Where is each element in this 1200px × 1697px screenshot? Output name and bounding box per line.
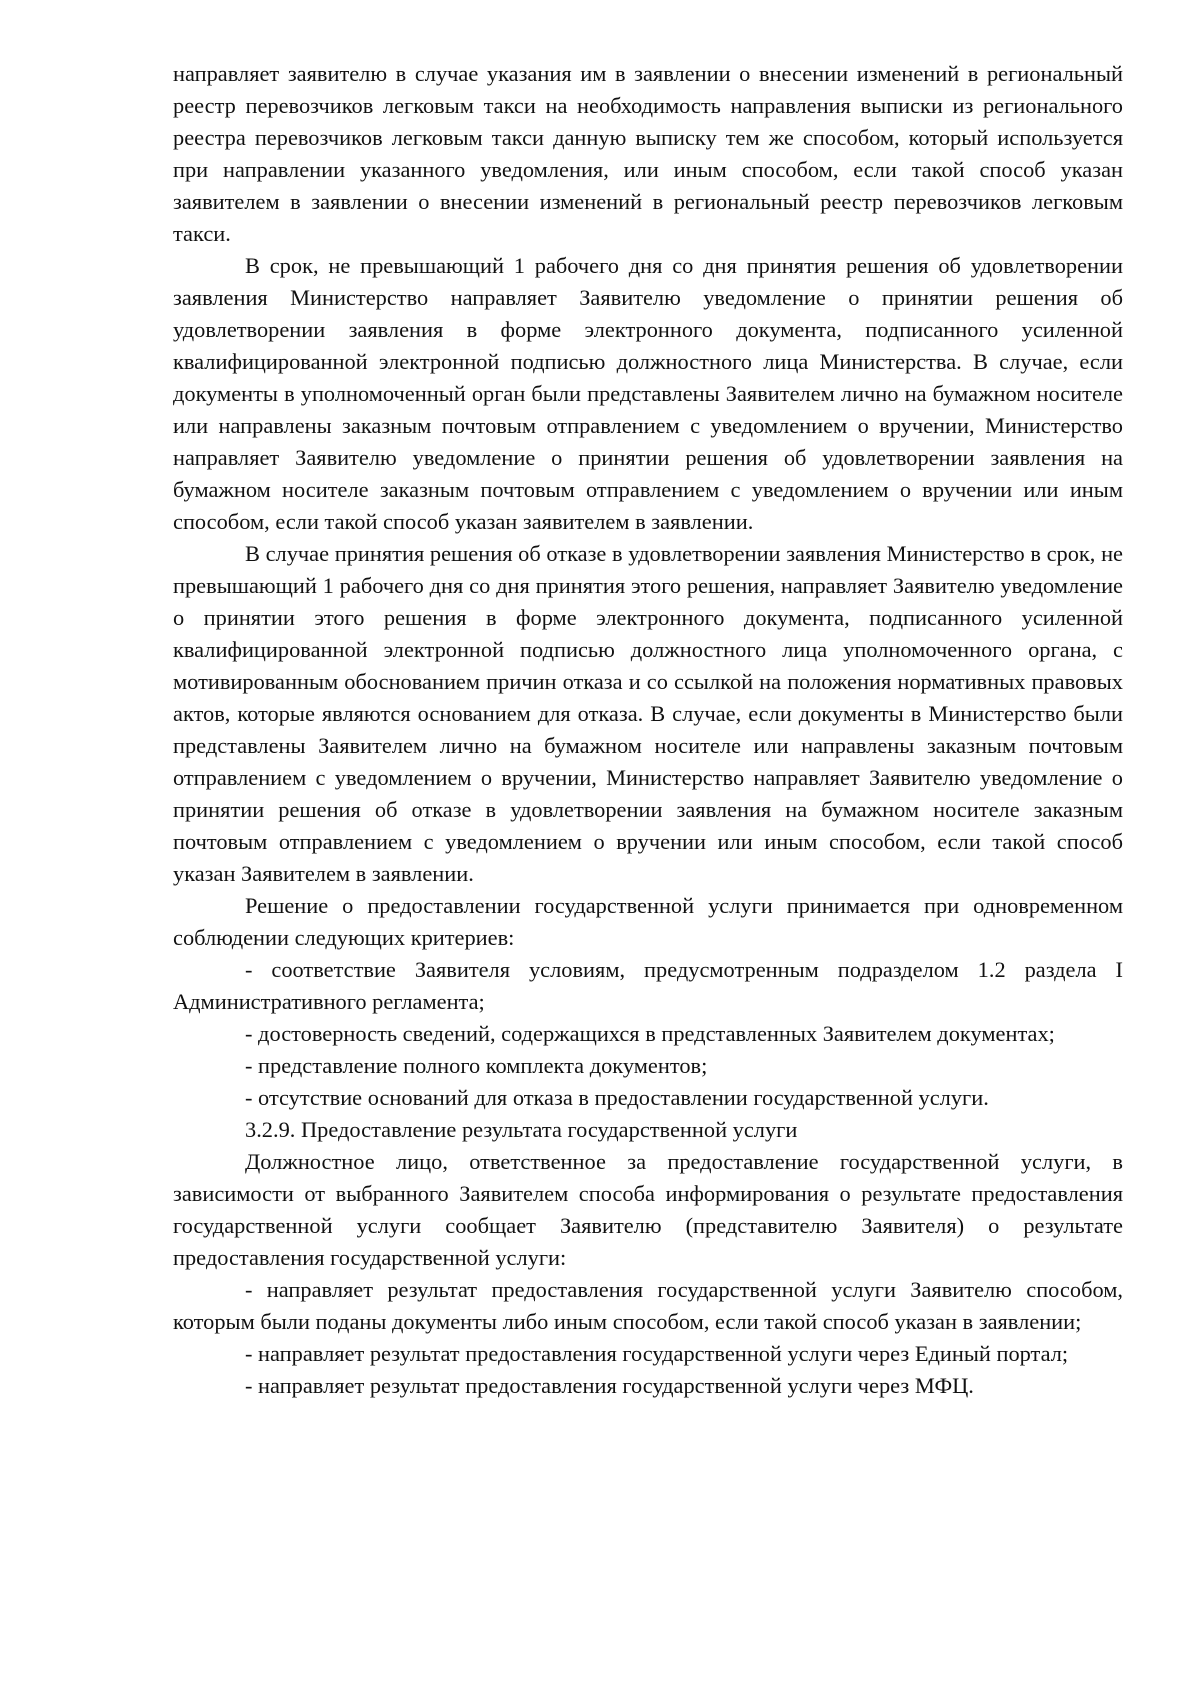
result-method-same-channel: - направляет результат предоставления государственной услуги Заявителю способом, которым были поданы документы либо иным способом, если такой способ указан в заявлении; [173,1277,1123,1334]
paragraph-approval-notice: В срок, не превышающий 1 рабочего дня со дня принятия решения об удовлетворении заявления Министерство направляет Заявителю уведомление о принятии решения об удовлетворении заявления в форме электронного документа, подписанного усиленной квалифицированной электронной подписью должностного лица Министерства. В случае, если документы в уполномоченный орган были представлены Заявителем лично на бумажном носителе или направлены заказным почтовым отправлением с уведомлением о вручении, Министерство направляет Заявителю уведомление о принятии решения об удовлетворении заявления на бумажном носителе заказным почтовым отправлением с уведомлением о вручении или иным способом, если такой способ указан заявителем в заявлении. [173,253,1123,534]
result-method-mfc: - направляет результат предоставления государственной услуги через МФЦ. [245,1373,974,1398]
criteria-item-completeness: - представление полного комплекта документов; [245,1053,708,1078]
document-body [173,58,1123,1402]
criteria-item-reliability: - достоверность сведений, содержащихся в представленных Заявителем документах; [245,1021,1055,1046]
section-heading-3-2-9: 3.2.9. Предоставление результата государственной услуги [245,1117,798,1142]
criteria-item-no-grounds-for-refusal: - отсутствие оснований для отказа в предоставлении государственной услуги. [245,1085,989,1110]
paragraph-refusal-notice: В случае принятия решения об отказе в удовлетворении заявления Министерство в срок, не превышающий 1 рабочего дня со дня принятия этого решения, направляет Заявителю уведомление о принятии этого решения в форме электронного документа, подписанного усиленной квалифицированной электронной подписью должностного лица уполномоченного органа, с мотивированным обоснованием причин отказа и со ссылкой на положения нормативных правовых актов, которые являются основанием для отказа. В случае, если документы в Министерство были представлены Заявителем лично на бумажном носителе или направлены заказным почтовым отправлением с уведомлением о вручении, Министерство направляет Заявителю уведомление о принятии решения об отказе в удовлетворении заявления на бумажном носителе заказным почтовым отправлением с уведомлением о вручении или иным способом, если такой способ указан Заявителем в заявлении. [173,541,1123,886]
paragraph-result-informing: Должностное лицо, ответственное за предоставление государственной услуги, в зависимости от выбранного Заявителем способа информирования о результате предоставления государственной услуги сообщает Заявителю (представителю Заявителя) о результате предоставления государственной услуги: [173,1149,1123,1270]
criteria-item-compliance: - соответствие Заявителя условиям, предусмотренным подразделом 1.2 раздела I Административного регламента; [173,957,1123,1014]
paragraph-decision-criteria: Решение о предоставлении государственной услуги принимается при одновременном соблюдении следующих критериев: [173,893,1123,950]
paragraph-taxi-registry-extract: направляет заявителю в случае указания им в заявлении о внесении изменений в региональный реестр перевозчиков легковым такси на необходимость направления выписки из регионального реестра перевозчиков легковым такси данную выписку тем же способом, который используется при направлении указанного уведомления, или иным способом, если такой способ указан заявителем в заявлении о внесении изменений в региональный реестр перевозчиков легковым такси. [173,61,1123,246]
result-method-unified-portal: - направляет результат предоставления государственной услуги через Единый портал; [245,1341,1069,1366]
